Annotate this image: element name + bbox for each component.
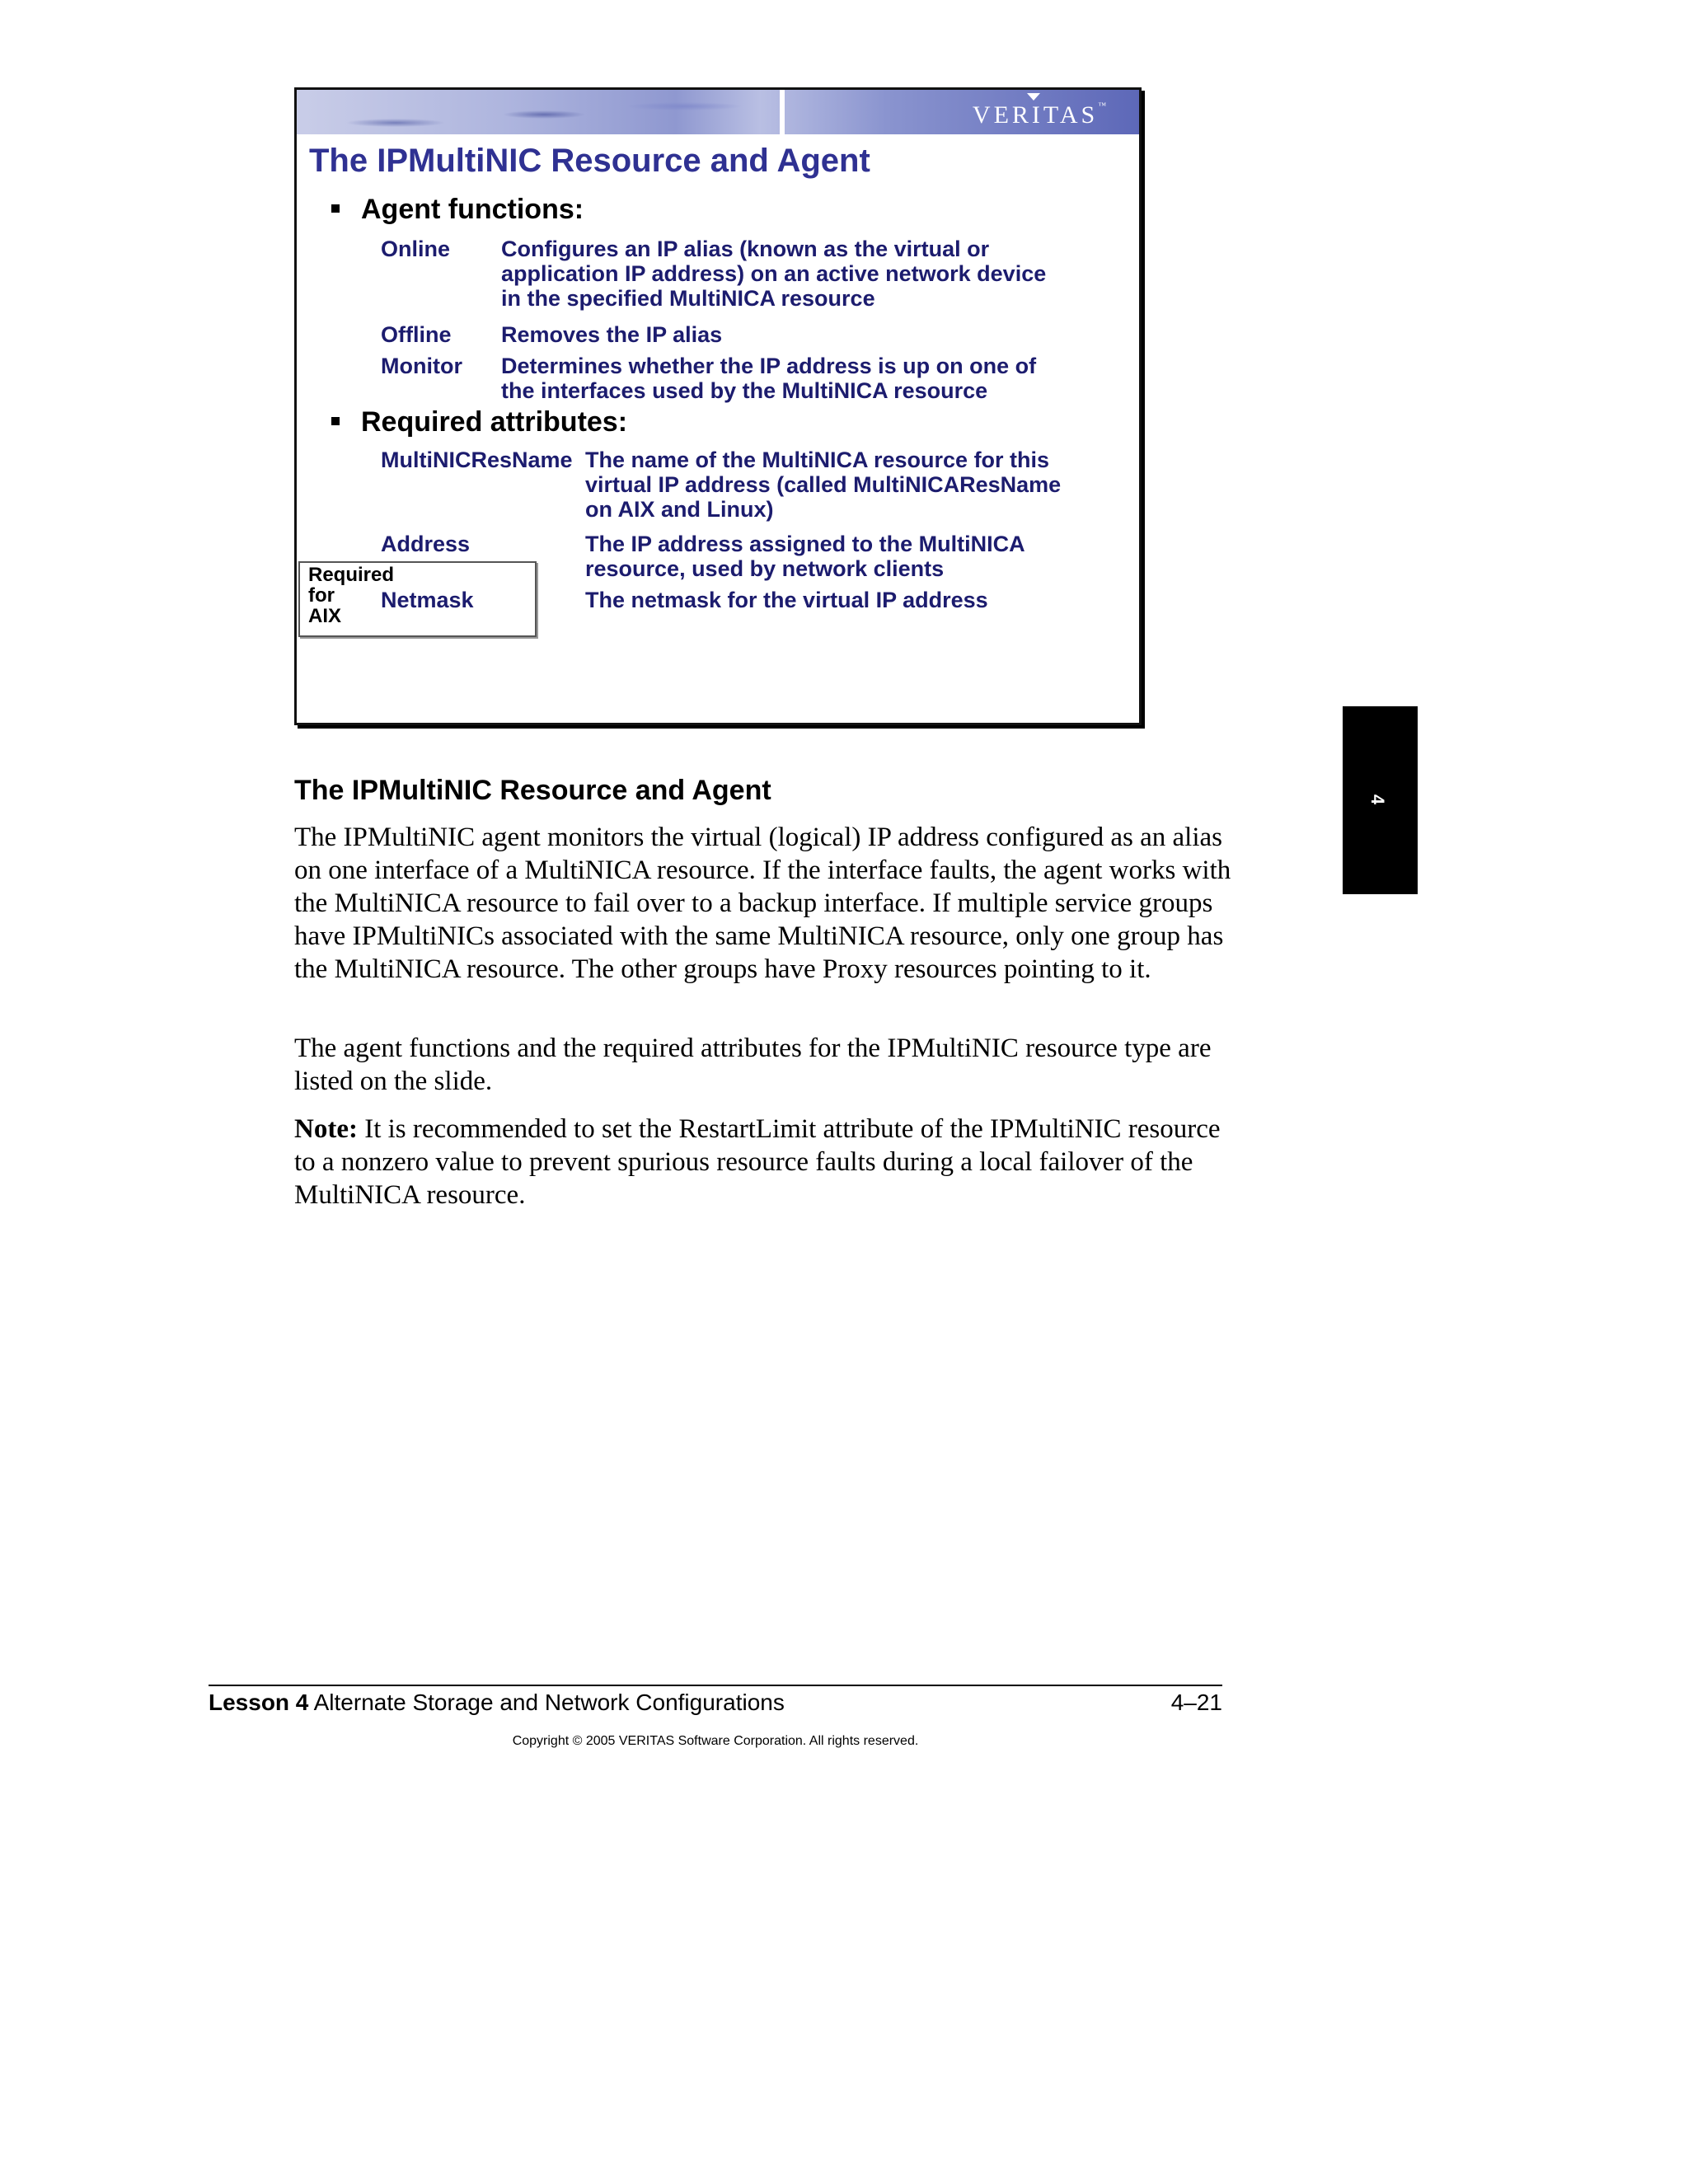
veritas-logo: VERITAS™ — [972, 101, 1106, 129]
bullet-square-icon — [331, 417, 340, 425]
function-desc-line: Determines whether the IP address is up on one of — [501, 354, 1037, 378]
bullet-agent-functions: Agent functions: — [331, 194, 584, 226]
function-term: Monitor — [381, 354, 462, 378]
function-desc-line: the interfaces used by the MultiNICA resource — [501, 378, 988, 403]
attribute-term: MultiNICResName — [381, 448, 573, 472]
slide — [294, 87, 1142, 725]
attribute-term: Address — [381, 532, 471, 556]
chapter-tab-number: 4 — [1367, 794, 1389, 805]
body-paragraph: The IPMultiNIC agent monitors the virtual (logical) IP address configured as an alias on one interface of a MultiNICA resource. If the interface faults, the agent works with the MultiNICA resource to fail over to a backup interface. If multiple service groups have IPMultiNICs associated with the same MultiNICA resource, only one group has the MultiNICA resource. The other groups have Proxy resources pointing to it. — [294, 823, 1231, 984]
note-paragraph — [294, 1113, 1234, 1212]
function-term: Online — [381, 237, 451, 261]
section-heading: The IPMultiNIC Resource and Agent — [294, 775, 771, 806]
footer-lesson — [209, 1690, 785, 1716]
attribute-desc-line: virtual IP address (called MultiNICAResName — [585, 472, 1062, 497]
attribute-term: Netmask — [381, 588, 474, 612]
slide-banner — [297, 90, 1139, 134]
attribute-desc-line: The IP address assigned to the MultiNICA — [585, 532, 1025, 556]
note-text: It is recommended to set the RestartLimit attribute of the IPMultiNIC resource to a nonzero value to prevent spurious resource faults during a local failover of the MultiNICA resource. — [294, 1114, 1221, 1210]
function-desc-line: application IP address) on an active network device — [501, 261, 1047, 286]
slide-title: The IPMultiNIC Resource and Agent — [309, 143, 870, 179]
footer-lesson-label: Lesson 4 — [209, 1690, 309, 1715]
note-label: Note: — [294, 1114, 358, 1144]
function-desc-line: in the specified MultiNICA resource — [501, 286, 875, 311]
copyright-notice: Copyright © 2005 VERITAS Software Corporation. All rights reserved. — [512, 1734, 919, 1748]
footer-lesson-title: Alternate Storage and Network Configurations — [308, 1690, 785, 1715]
attribute-desc-line: resource, used by network clients — [585, 556, 945, 581]
attribute-desc-line: on AIX and Linux) — [585, 497, 774, 522]
veritas-logo-mark-icon — [1027, 93, 1040, 101]
bullet-square-icon — [331, 204, 340, 213]
body-paragraph: The agent functions and the required attributes for the IPMultiNIC resource type are listed on the slide. — [294, 1033, 1212, 1096]
bullet-required-attributes: Required attributes: — [331, 406, 627, 438]
chapter-tab — [1343, 706, 1418, 894]
function-term: Offline — [381, 322, 452, 347]
function-desc-line: Configures an IP alias (known as the virtual or — [501, 237, 990, 261]
banner-photo — [297, 90, 783, 134]
function-desc-line: Removes the IP alias — [501, 322, 723, 347]
attribute-desc-line: The netmask for the virtual IP address — [585, 588, 988, 612]
footer-rule — [209, 1685, 1222, 1686]
attribute-desc-line: The name of the MultiNICA resource for this — [585, 448, 1050, 472]
footer-page-number: 4–21 — [1170, 1690, 1222, 1715]
banner-divider — [780, 90, 785, 134]
aix-note-label: Required for AIX — [308, 564, 395, 627]
